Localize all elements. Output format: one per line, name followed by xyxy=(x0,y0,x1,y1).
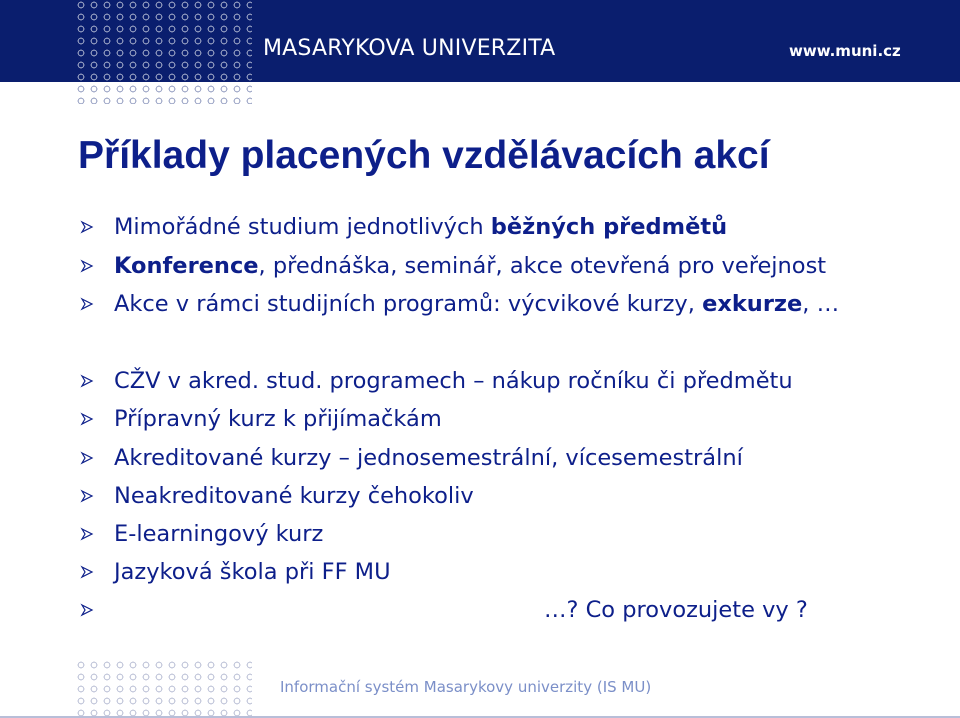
bullet-item xyxy=(80,481,940,511)
bullet-text: Jazyková škola při FF MU xyxy=(114,559,391,585)
arrow-bullet-icon xyxy=(80,451,94,465)
bullet-item xyxy=(80,251,940,281)
arrow-bullet-icon xyxy=(80,220,94,234)
dot-pattern-top xyxy=(76,0,252,104)
arrow-bullet-icon xyxy=(80,259,94,273)
footer-text: Informační systém Masarykovy univerzity (IS MU) xyxy=(280,678,652,696)
bullet-text: Akreditované kurzy – jednosemestrální, vícesemestrální xyxy=(114,445,743,471)
bullet-item xyxy=(80,212,940,242)
arrow-bullet-icon xyxy=(80,565,94,579)
bullet-item xyxy=(80,519,940,549)
bullet-item xyxy=(80,443,940,473)
slide-title: Příklady placených vzdělávacích akcí xyxy=(78,134,770,177)
bullet-text: CŽV v akred. stud. programech – nákup ročníku či předmětu xyxy=(114,368,793,394)
arrow-bullet-icon xyxy=(80,412,94,426)
bullet-text: Neakreditované kurzy čehokoliv xyxy=(114,483,474,509)
bullet-text: E-learningový kurz xyxy=(114,521,324,547)
bullet-text: …? Co provozujete vy ? xyxy=(544,597,808,623)
bullet-item xyxy=(80,595,940,625)
bullet-text: Konference, přednáška, seminář, akce otevřená pro veřejnost xyxy=(114,253,827,279)
bullet-text: Přípravný kurz k přijímačkám xyxy=(114,406,442,432)
bullet-text: Akce v rámci studijních programů: výcvikové kurzy, exkurze, … xyxy=(114,291,840,317)
university-name: MASARYKOVA UNIVERZITA xyxy=(263,36,556,61)
bullet-item xyxy=(80,557,940,587)
dot-pattern-bottom xyxy=(76,660,252,718)
arrow-bullet-icon xyxy=(80,527,94,541)
arrow-bullet-icon xyxy=(80,603,94,617)
arrow-bullet-icon xyxy=(80,374,94,388)
arrow-bullet-icon xyxy=(80,489,94,503)
bullet-item xyxy=(80,404,940,434)
bullet-item xyxy=(80,366,940,396)
university-url: www.muni.cz xyxy=(789,42,901,60)
bullet-item xyxy=(80,289,940,319)
bullet-text: Mimořádné studium jednotlivých běžných předmětů xyxy=(114,214,728,240)
arrow-bullet-icon xyxy=(80,297,94,311)
